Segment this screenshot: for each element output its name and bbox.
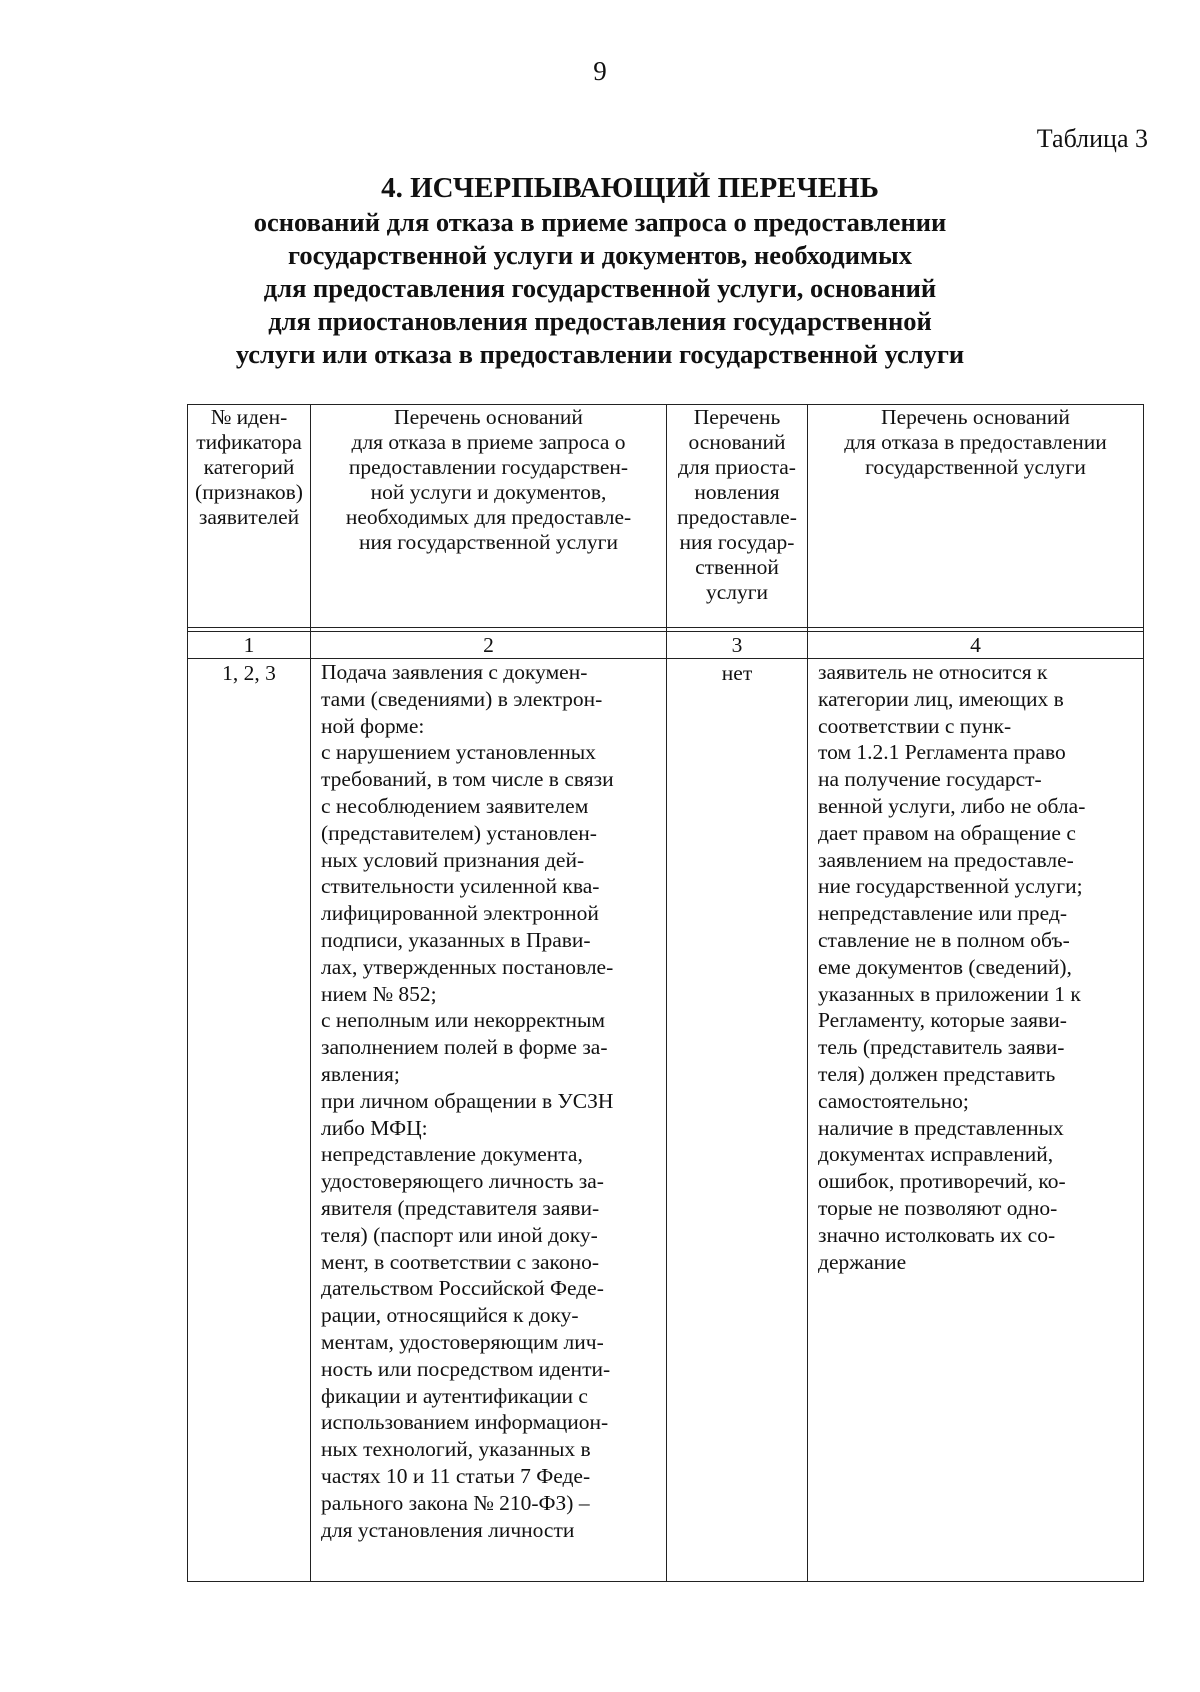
section-subtitle-line: для приостановления предоставления государственной	[268, 306, 932, 336]
column-number: 3	[667, 632, 808, 659]
applicant-category-ids: 1, 2, 3	[188, 659, 311, 1582]
column-number: 4	[808, 632, 1144, 659]
suspension-grounds-value: нет	[667, 659, 808, 1582]
grounds-table	[187, 404, 1144, 1582]
section-subtitle-line: государственной услуги и документов, необходимых	[288, 240, 912, 270]
table-row	[188, 659, 1144, 1582]
column-number: 2	[311, 632, 667, 659]
header-refusal-provision-grounds: Перечень оснований для отказа в предоставлении государственной услуги	[808, 405, 1144, 628]
page-number: 9	[593, 56, 607, 86]
header-applicant-category-id: № иден- тификатора категорий (признаков) заявителей	[188, 405, 311, 628]
section-heading	[0, 170, 1200, 371]
refusal-acceptance-grounds-text: Подача заявления с докумен- тами (сведениями) в электрон- ной форме: с нарушением установленных требований, в том числе в связи с несоблюдением заявителем (представителем) установлен- ных условий признания дей- ствительности усиленной ква- лифицированной электронной подписи, указанных в Прави- лах, утвержденных постановле- нием № 852; с неполным или некорректным заполнением полей в форме за- явления; при личном обращении в УСЗН либо МФЦ: непредставление документа, удостоверяющего личность за- явителя (представителя заяви- теля) (паспорт или иной доку- мент, в соответствии с законо- дательством Российской Феде- рации, относящийся к доку- ментам, удостоверяющим лич- ность или посредством иденти- фикации и аутентификации с использованием информацион- ных технологий, указанных в частях 10 и 11 статьи 7 Феде- рального закона № 210-ФЗ) – для установления личности	[311, 659, 667, 1582]
table-label: Таблица 3	[1036, 124, 1148, 153]
header-suspension-grounds: Перечень оснований для приоста- новления предоставле- ния государ- ственной услуги	[667, 405, 808, 628]
column-number: 1	[188, 632, 311, 659]
table-header-row	[188, 405, 1144, 628]
header-refusal-acceptance-grounds: Перечень оснований для отказа в приеме запроса о предоставлении государствен- ной услуги и документов, необходимых для предоставле- ния государственной услуги	[311, 405, 667, 628]
section-subtitle-line: оснований для отказа в приеме запроса о предоставлении	[253, 207, 947, 237]
refusal-provision-grounds-text: заявитель не относится к категории лиц, имеющих в соответствии с пунк- том 1.2.1 Регламента право на получение государст- венной услуги, либо не обла- дает правом на обращение с заявлением на предоставле- ние государственной услуги; непредставление или пред- ставление не в полном объ- еме документов (сведений), указанных в приложении 1 к Регламенту, которые заяви- тель (представитель заяви- теля) должен представить самостоятельно; наличие в представленных документах исправлений, ошибок, противоречий, ко- торые не позволяют одно- значно истолковать их со- держание	[808, 659, 1144, 1582]
section-subtitle-line: услуги или отказа в предоставлении государственной услуги	[235, 339, 965, 369]
column-number-row	[188, 632, 1144, 659]
section-subtitle-line: для предоставления государственной услуги, оснований	[263, 273, 937, 303]
section-title: 4. ИСЧЕРПЫВАЮЩИЙ ПЕРЕЧЕНЬ	[381, 172, 879, 204]
